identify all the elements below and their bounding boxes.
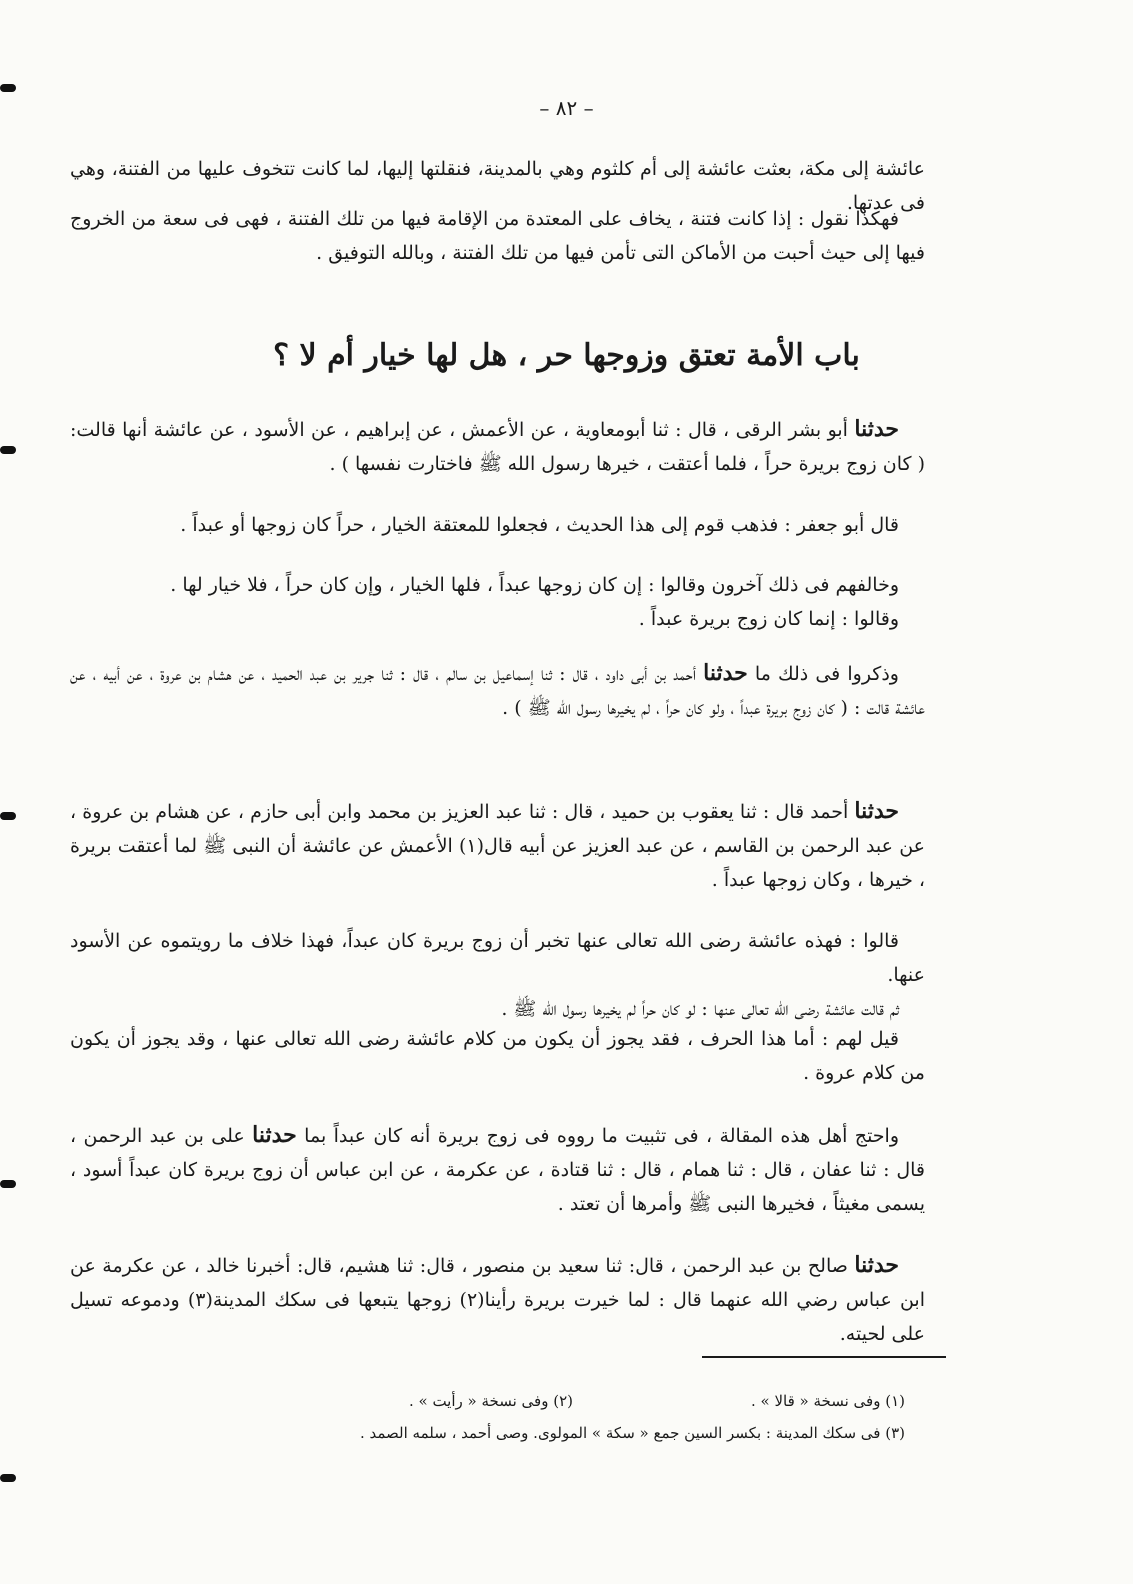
page-number: – ٨٢ –	[539, 96, 594, 120]
keyword-haddathana: حدثنا	[703, 660, 748, 686]
paragraph-13	[70, 1248, 925, 1351]
footnote-3: (٣) فى سكك المدينة : بكسر السين جمع « سكة » المولوى. وصى أحمد ، سلمه الصمد .	[359, 1424, 905, 1442]
paragraph-13-text: صالح بن عبد الرحمن ، قال: ثنا سعيد بن منصور ، قال: ثنا هشيم، قال: أخبرنا خالد ، عن عكرمة عن ابن عباس رضي الله عنهما قال : لما خيرت بريرة رأينا(٢) زوجها يتبعها فى سكك المدينة(٣) ودموعه تسيل على لحيته.	[70, 1255, 925, 1345]
paragraph-7-lead: وذكروا فى ذلك ما	[754, 663, 899, 685]
scan-edge-mark	[0, 1474, 16, 1482]
paragraph-8-text: أحمد قال : ثنا يعقوب بن حميد ، قال : ثنا عبد العزيز بن محمد وابن أبى حازم ، عن هشام بن عروة ، عن عبد الرحمن بن القاسم ، عن عبد العزيز عن أبيه قال(١) الأعمش عن عائشة أن النبى ﷺ لما أعتقت بريرة ، خيرها ، وكان زوجها عبداً .	[70, 801, 925, 891]
keyword-haddathana: حدثنا	[854, 416, 899, 442]
paragraph-11: قيل لهم : أما هذا الحرف ، فقد يجوز أن يكون من كلام عائشة رضى الله تعالى عنها ، وقد يجوز أن يكون من كلام عروة .	[70, 1028, 925, 1084]
opposing-view	[70, 568, 925, 636]
narration-4	[70, 1118, 925, 1221]
narration-3	[70, 794, 925, 897]
scan-edge-mark	[0, 1180, 16, 1188]
abu-jafar-paragraph	[70, 508, 925, 542]
paragraph-2: فهكذا نقول : إذا كانت فتنة ، يخاف على المعتدة من الإقامة فيها من تلك الفتنة ، فهى فى سعة من الخروج فيها إلى حيث أحبت من الأماكن التى تأمن فيها من تلك الفتنة ، وبالله التوفيق .	[70, 208, 925, 264]
paragraph-10: ثم قالت عائشة رضى الله تعالى عنها : لو كان حراً لم يخيرها رسول الله ﷺ .	[501, 998, 899, 1020]
footnote-divider	[702, 1356, 946, 1358]
keyword-haddathana: حدثنا	[854, 798, 900, 824]
paragraph-8	[70, 794, 925, 897]
scan-edge-mark	[0, 812, 16, 820]
chapter-heading: باب الأمة تعتق وزوجها حر ، هل لها خيار أم لا ؟	[273, 338, 860, 373]
their-argument	[70, 924, 925, 1026]
paragraph-12	[70, 1118, 925, 1221]
scan-edge-mark	[0, 446, 16, 454]
footnote-1: (١) وفى نسخة « قالا » .	[751, 1392, 905, 1410]
paragraph-4: قال أبو جعفر : فذهب قوم إلى هذا الحديث ، فجعلوا للمعتقة الخيار ، حراً كان زوجها أو عبداً .	[180, 514, 899, 536]
scan-edge-mark	[0, 84, 16, 92]
paragraph-6: وقالوا : إنما كان زوج بريرة عبداً .	[638, 608, 899, 630]
keyword-haddathana: حدثنا	[252, 1122, 297, 1148]
footnote-2: (٢) وفى نسخة « رأيت » .	[408, 1392, 573, 1410]
paragraph-9: قالوا : فهذه عائشة رضى الله تعالى عنها تخبر أن زوج بريرة كان عبداً، فهذا خلاف ما رويتموه عن الأسود عنها.	[70, 930, 925, 986]
paragraph-7	[70, 656, 925, 725]
paragraph-7-text: أحمد بن أبى داود ، قال : ثنا إسماعيل بن سالم ، قال : ثنا جرير بن عبد الحميد ، عن هشام بن عروة ، عن أبيه ، عن عائشة قالت : ( كان زوج بريرة عبداً ، ولو كان حراً ، لم يخيرها رسول الله ﷺ ) .	[70, 663, 925, 719]
narration-2	[70, 656, 925, 725]
paragraph-12-text: على بن عبد الرحمن ، قال : ثنا عفان ، قال : ثنا همام ، قال : ثنا قتادة ، عن عكرمة ، عن ابن عباس أن زوج بريرة كان عبداً أسود ، يسمى مغيثاً ، فخيرها النبى ﷺ وأمرها أن تعتد .	[70, 1125, 925, 1215]
keyword-haddathana: حدثنا	[854, 1252, 899, 1278]
paragraph-5: وخالفهم فى ذلك آخرون وقالوا : إن كان زوجها عبداً ، فلها الخيار ، وإن كان حراً ، فلا خيار لها .	[170, 574, 899, 596]
paragraph-3	[70, 412, 925, 481]
paragraph-12-lead: واحتج أهل هذه المقالة ، فى تثبيت ما رووه فى زوج بريرة أنه كان عبداً بما	[304, 1125, 900, 1147]
conclusion-paragraph	[70, 202, 925, 270]
response-paragraph	[70, 1022, 925, 1090]
narration-1	[70, 412, 925, 481]
paragraph-1: عائشة إلى مكة، بعثت عائشة إلى أم كلثوم وهي بالمدينة، فنقلتها إليها، لما كانت تتخوف عليها من الفتنة، وهي فى عدتها.	[70, 158, 925, 214]
narration-5	[70, 1248, 925, 1351]
paragraph-3-text: أبو بشر الرقى ، قال : ثنا أبومعاوية ، عن الأعمش ، عن إبراهيم ، عن الأسود ، عن عائشة أنها قالت: ( كان زوج بريرة حراً ، فلما أعتقت ، خيرها رسول الله ﷺ فاختارت نفسها ) .	[70, 419, 925, 475]
